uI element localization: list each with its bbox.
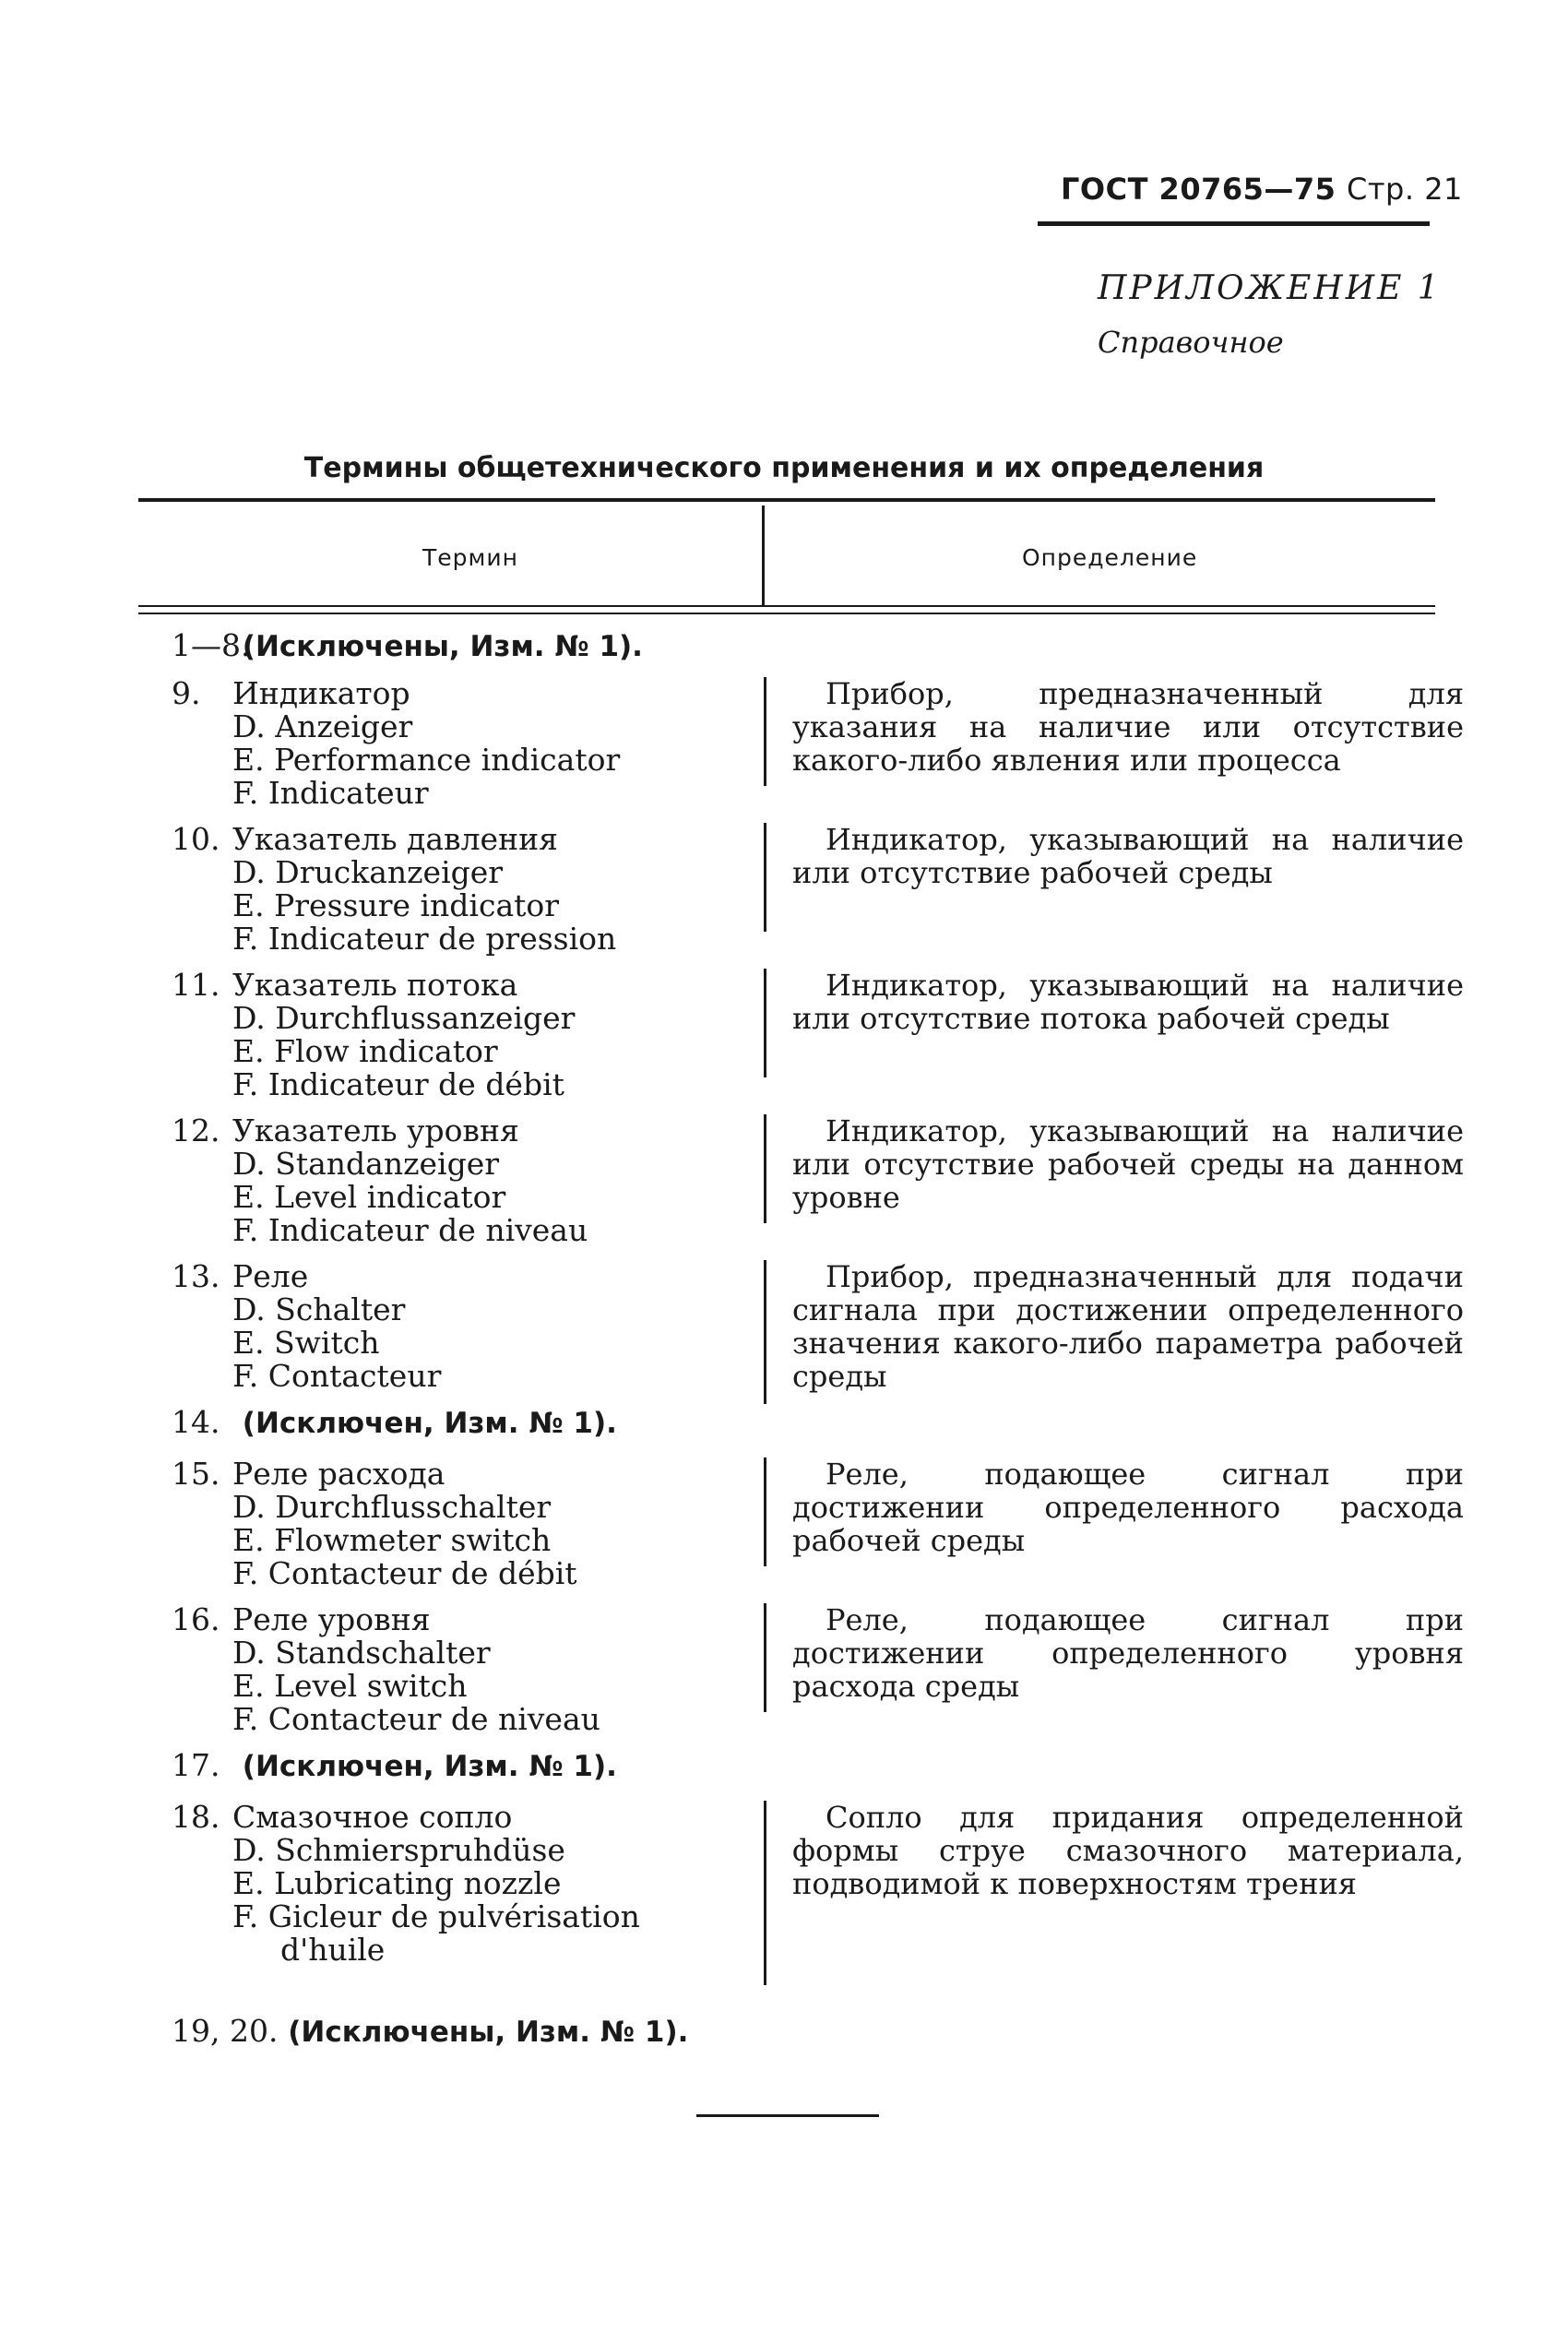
excluded-note: (Исключен, Изм. № 1). [232,1407,617,1440]
term-russian: Указатель давления [232,821,558,857]
term-english: E. Pressure indicator [232,887,560,923]
definition-cell [764,1114,1464,1223]
definition-cell [764,1801,1464,1985]
header-rule [1038,221,1430,226]
term-russian: Реле расхода [232,1456,445,1492]
term-cell [172,1458,743,1590]
term-russian: Указатель уровня [232,1112,519,1148]
definition-text: Прибор, предназначенный для указания на наличие или отсутствие какого-либо явления или процесса [792,676,1464,778]
term-english: E. Flow indicator [232,1033,498,1069]
term-cell [172,677,743,810]
term-russian: Реле уровня [232,1601,431,1637]
term-french: F. Contacteur de débit [232,1555,577,1591]
term-number: 10. [172,821,220,857]
term-english: E. Switch [232,1325,380,1361]
term-number: 16. [172,1601,220,1637]
term-cell [172,969,743,1101]
standard-code: ГОСТ 20765—75 [1061,172,1336,207]
definition-text: Индикатор, указывающий на наличие или отсутствие рабочей среды [792,822,1464,890]
term-number: 14. [172,1404,220,1440]
column-header-term: Термин [422,544,518,571]
standard-header [1061,172,1463,207]
term-number: 17. [172,1747,220,1783]
term-cell [172,823,743,956]
term-number: 19, 20. [172,2013,279,2049]
appendix-title: ПРИЛОЖЕНИЕ 1 [1098,269,1442,307]
definition-cell [764,677,1464,786]
term-russian: Смазочное сопло [232,1799,513,1835]
definition-cell [764,969,1464,1077]
term-french: F. Gicleur de pulvérisation [232,1898,640,1934]
term-number: 11. [172,967,220,1003]
term-german: D. Schmierspruhdüse [232,1832,565,1868]
term-english: E. Performance indicator [232,742,621,778]
definition-text: Реле, подающее сигнал при достижении определенного расхода рабочей среды [792,1457,1464,1558]
definition-text: Индикатор, указывающий на наличие или отсутствие потока рабочей среды [792,968,1464,1036]
term-german: D. Anzeiger [232,708,413,744]
table-head-rule-1 [138,605,1435,607]
definition-text: Сопло для придания определенной формы струе смазочного материала, подводимой к поверхностям трения [792,1800,1464,1901]
term-french: F. Indicateur de niveau [232,1212,588,1248]
footer-rule [696,2114,879,2117]
term-number: 12. [172,1112,220,1148]
definition-text: Прибор, предназначенный для подачи сигнала при достижении определенного значения какого-либо параметра рабочей среды [792,1259,1464,1394]
term-german: D. Standschalter [232,1635,491,1671]
term-number: 18. [172,1799,220,1835]
column-header-definition: Определение [1022,544,1198,571]
term-german: D. Durchflussanzeiger [232,1000,576,1036]
term-english: E. Level switch [232,1668,468,1704]
term-german: D. Durchflusschalter [232,1489,552,1525]
term-number: 1—8. [172,627,251,663]
term-french: F. Contacteur de niveau [232,1701,600,1737]
table-top-rule [138,498,1435,502]
page-number: Стр. 21 [1347,172,1463,207]
appendix-type: Справочное [1098,325,1284,360]
definition-cell [764,1260,1464,1404]
definition-text: Реле, подающее сигнал при достижении определенного уровня расхода среды [792,1602,1464,1704]
term-french-continued: d'huile [280,1932,386,1968]
column-divider [762,506,765,605]
term-cell [172,1603,743,1736]
table-head-rule-2 [138,613,1435,614]
term-english: E. Lubricating nozzle [232,1865,562,1901]
term-german: D. Standanzeiger [232,1146,500,1182]
table-title: Термины общетехнического применения и их определения [303,452,1265,484]
term-cell [172,1406,743,1440]
term-cell [172,2015,743,2049]
term-number: 9. [172,675,201,711]
definition-text: Индикатор, указывающий на наличие или отсутствие рабочей среды на данном уровне [792,1113,1464,1215]
term-russian: Указатель потока [232,967,518,1003]
excluded-note: (Исключены, Изм. № 1). [278,2016,689,2049]
term-cell [172,629,743,663]
term-french: F. Contacteur [232,1358,442,1394]
term-english: E. Level indicator [232,1179,506,1215]
term-cell [172,1749,743,1783]
definition-cell [764,823,1464,932]
definition-cell [764,1603,1464,1712]
excluded-note: (Исключены, Изм. № 1). [232,630,643,663]
excluded-note: (Исключен, Изм. № 1). [232,1750,617,1783]
term-number: 15. [172,1456,220,1492]
term-cell [172,1801,743,1967]
term-german: D. Schalter [232,1291,406,1327]
term-russian: Индикатор [232,675,410,711]
term-number: 13. [172,1258,220,1294]
term-cell [172,1260,743,1393]
term-german: D. Druckanzeiger [232,854,504,890]
definition-cell [764,1458,1464,1566]
term-english: E. Flowmeter switch [232,1522,552,1558]
term-french: F. Indicateur de débit [232,1066,564,1102]
term-cell [172,1114,743,1247]
term-russian: Реле [232,1258,309,1294]
term-french: F. Indicateur de pression [232,921,617,957]
term-french: F. Indicateur [232,775,429,811]
